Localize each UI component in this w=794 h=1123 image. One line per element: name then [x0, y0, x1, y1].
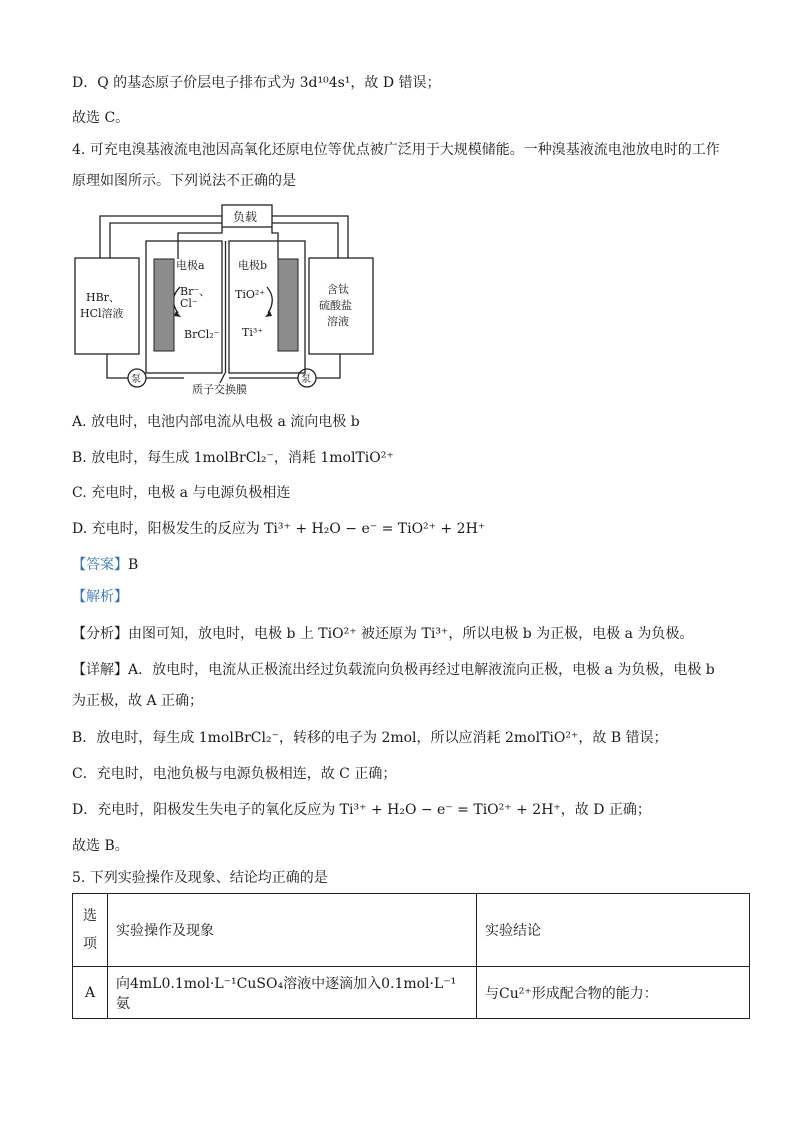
electrode-b-label: 电极b	[238, 259, 268, 272]
xiangjie-tag: 【详解】	[72, 662, 128, 678]
electrode-a	[154, 259, 174, 351]
fenxi-tag: 【分析】	[72, 626, 128, 642]
header-option	[73, 894, 108, 967]
pump-left-label: 泵	[131, 374, 141, 385]
species-ti3: Ti³⁺	[242, 326, 264, 339]
species-brcl2: BrCl₂⁻	[184, 328, 220, 341]
answer-line	[72, 555, 138, 575]
wire-right-outer	[272, 216, 348, 258]
header-conclusion: 实验结论	[477, 894, 750, 967]
header-option-1: 选	[83, 908, 97, 924]
wire-b	[272, 227, 278, 259]
left-tank-label-2: HCl溶液	[80, 307, 124, 320]
table-row	[73, 967, 750, 1019]
row-operation: 向4mL0.1mol·L⁻¹CuSO₄溶液中逐滴加入0.1mol·L⁻¹氨	[108, 967, 477, 1019]
membrane-label: 质子交换膜	[192, 383, 247, 395]
electrode-a-label: 电极a	[176, 259, 205, 272]
pipe-left-return	[107, 354, 128, 378]
option-b: B. 放电时，每生成 1molBrCl₂⁻，消耗 1molTiO²⁺	[72, 450, 394, 466]
xiangjie-c: C．充电时，电池负极与电源负极相连，故 C 正确；	[72, 766, 397, 782]
table-header-row	[73, 894, 750, 967]
right-tank-label-2: 硫酸盐	[319, 299, 352, 312]
answer-value: B	[128, 557, 139, 573]
pump-right-label: 泵	[301, 374, 311, 385]
header-operation: 实验操作及现象	[108, 894, 477, 967]
q4-stem-line-1: 4. 可充电溴基液流电池因高氧化还原电位等优点被广泛用于大规模储能。一种溴基液流电池放电时的工作	[72, 142, 720, 158]
option-c: C. 充电时，电极 a 与电源负极相连	[72, 485, 291, 501]
arrow-right-curve	[267, 287, 272, 313]
electrode-b	[278, 259, 298, 351]
line-select-b: 故选 B。	[72, 838, 129, 854]
experiment-table	[72, 893, 750, 1019]
species-br: Br⁻、	[180, 285, 211, 298]
fenxi-line	[72, 624, 693, 644]
fenxi-text: 由图可知，放电时，电极 b 上 TiO²⁺ 被还原为 Ti³⁺，所以电极 b 为正极，电极 a 为负极。	[128, 626, 694, 642]
q5-stem: 5. 下列实验操作及现象、结论均正确的是	[72, 870, 328, 886]
flow-battery-diagram	[72, 203, 382, 395]
wire-left-outer	[100, 216, 222, 258]
line-select-c: 故选 C。	[72, 110, 130, 126]
row-option: A	[73, 967, 108, 1019]
wire-a	[178, 227, 222, 259]
species-cl: Cl⁻	[180, 297, 198, 310]
xiangjie-line-1	[72, 660, 715, 680]
pipe-right-return	[316, 354, 340, 378]
right-tank-label-1: 含钛	[327, 283, 349, 296]
xiangjie-d: D．充电时，阳极发生失电子的氧化反应为 Ti³⁺ + H₂O − e⁻ = TiO²⁺ + 2H⁺，故 D 正确；	[72, 802, 651, 818]
left-tank	[75, 258, 139, 354]
option-a: A. 放电时，电池内部电流从电极 a 流向电极 b	[72, 414, 360, 430]
right-tank-label-3: 溶液	[327, 315, 349, 328]
analysis-tag: 【解析】	[72, 589, 128, 605]
option-d: D. 充电时，阳极发生的反应为 Ti³⁺ + H₂O − e⁻ = TiO²⁺ + 2H⁺	[72, 521, 486, 537]
answer-tag: 【答案】	[72, 557, 128, 573]
xiangjie-a-2: 为正极，故 A 正确；	[72, 693, 204, 709]
xiangjie-b: B．放电时，每生成 1molBrCl₂⁻，转移的电子为 2mol，所以应消耗 2molTiO²⁺，故 B 错误；	[72, 730, 668, 746]
xiangjie-a-1: A．放电时，电流从正极流出经过负载流向负极再经过电解液流向正极，电极 a 为负极，电极 b	[128, 662, 715, 678]
species-tio2: TiO²⁺	[235, 288, 266, 301]
load-label: 负载	[233, 210, 258, 224]
row-conclusion: 与Cu²⁺形成配合物的能力：	[477, 967, 750, 1019]
left-tank-label-1: HBr、	[86, 291, 120, 304]
header-option-2: 项	[83, 936, 97, 952]
q4-stem-line-2: 原理如图所示。下列说法不正确的是	[72, 173, 296, 189]
line-d-prev: D．Q 的基态原子价层电子排布式为 3d¹⁰4s¹，故 D 错误；	[72, 75, 441, 91]
